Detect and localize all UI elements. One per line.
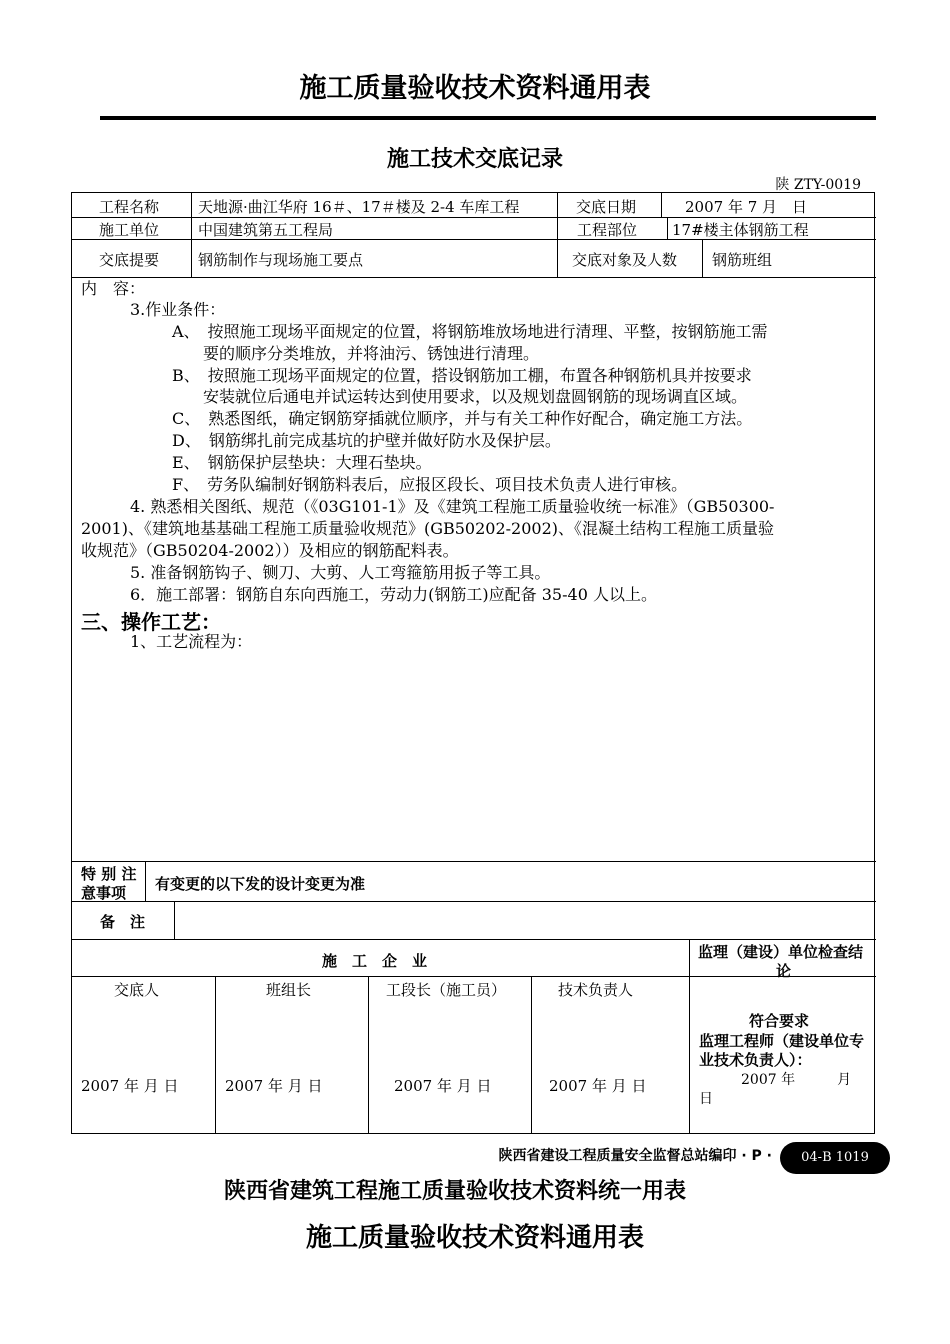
col-divider bbox=[368, 976, 369, 1134]
sign-date: 2007 年 月 日 bbox=[549, 1077, 647, 1095]
content-line: C、 熟悉图纸，确定钢筋穿插就位顺序，并与有关工种作好配合，确定施工方法。 bbox=[172, 409, 753, 428]
col-divider bbox=[702, 239, 703, 277]
col-divider bbox=[689, 939, 690, 1134]
content-line: B、 按照施工现场平面规定的位置，搭设钢筋加工棚，布置各种钢筋机具并按要求 bbox=[172, 366, 752, 385]
row-divider bbox=[72, 976, 876, 977]
target-label: 交底对象及人数 bbox=[572, 251, 678, 269]
special-notes-label: 特 别 注 bbox=[81, 865, 137, 883]
engineer-date: 日 bbox=[699, 1091, 713, 1107]
footer-title: 陕西省建筑工程施工质量验收技术资料统一用表 bbox=[223, 1179, 686, 1204]
content-line: D、 钢筋绑扎前完成基坑的护壁并做好防水及保护层。 bbox=[172, 431, 561, 450]
col-divider bbox=[174, 901, 175, 939]
content-line: 安装就位后通电并试运转达到使用要求，以及规划盘圆钢筋的现场调直区域。 bbox=[203, 387, 748, 406]
date-label: 交底日期 bbox=[576, 198, 637, 216]
sign-date: 2007 年 月 日 bbox=[81, 1077, 179, 1095]
col-divider bbox=[215, 976, 216, 1134]
page-title: 施工质量验收技术资料通用表 bbox=[299, 73, 651, 104]
form-table bbox=[71, 192, 875, 1134]
row-divider bbox=[72, 277, 876, 278]
content-line: 4. 熟悉相关图纸、规范（《03G101-1》及《建筑工程施工质量验收统一标准》（GB50300- bbox=[130, 497, 775, 516]
date-value: 2007 年 7 月 日 bbox=[685, 198, 808, 216]
content-label: 内 容： bbox=[81, 279, 146, 298]
part-value: 17#楼主体钢筋工程 bbox=[672, 221, 809, 239]
supervision-label: 论 bbox=[776, 962, 792, 980]
engineer-label: 监理工程师（建设单位专 bbox=[699, 1032, 865, 1050]
printer-note: 陕西省建设工程质量安全监督总站编印 · P · bbox=[498, 1148, 772, 1164]
role-label: 班组长 bbox=[266, 981, 312, 999]
role-label: 技术负责人 bbox=[558, 981, 634, 999]
sign-date: 2007 年 月 日 bbox=[394, 1077, 492, 1095]
row-divider bbox=[72, 901, 876, 902]
form-number-badge: 04-B 1019 bbox=[780, 1142, 890, 1174]
special-notes-value: 有变更的以下发的设计变更为准 bbox=[155, 875, 366, 893]
content-line: 3.作业条件： bbox=[130, 300, 226, 319]
form-title: 施工技术交底记录 bbox=[386, 147, 563, 172]
col-divider bbox=[191, 193, 192, 277]
supervision-label: 监理（建设）单位检查结 bbox=[698, 943, 864, 961]
row-divider bbox=[72, 939, 876, 940]
project-name-label: 工程名称 bbox=[99, 198, 160, 216]
engineer-date: 2007 年 月 bbox=[741, 1072, 852, 1088]
content-line: A、 按照施工现场平面规定的位置，将钢筋堆放场地进行清理、平整，按钢筋施工需 bbox=[172, 322, 768, 341]
enterprise-label: 施 工 企 业 bbox=[322, 952, 428, 970]
special-notes-label: 意事项 bbox=[81, 884, 127, 902]
col-divider bbox=[557, 193, 558, 277]
conclusion-value: 符合要求 bbox=[749, 1012, 810, 1030]
section-heading: 三、操作工艺： bbox=[81, 610, 221, 634]
sign-date: 2007 年 月 日 bbox=[225, 1077, 323, 1095]
content-line: 2001)、《建筑地基基础工程施工质量验收规范》(GB50202-2002)、《混凝土结构工程施工质量验 bbox=[81, 519, 775, 538]
content-line: 收规范》（GB50204-2002））及相应的钢筋配料表。 bbox=[81, 541, 459, 560]
project-name-value: 天地源·曲江华府 16＃、17＃楼及 2-4 车库工程 bbox=[198, 198, 520, 216]
col-divider bbox=[531, 976, 532, 1134]
row-divider bbox=[72, 217, 876, 218]
target-value: 钢筋班组 bbox=[712, 251, 773, 269]
form-code: 陕 ZTY-0019 bbox=[775, 177, 861, 193]
footer-subtitle: 施工质量验收技术资料通用表 bbox=[305, 1223, 644, 1253]
engineer-label: 业技术负责人）： bbox=[699, 1051, 812, 1069]
role-label: 工段长（施工员） bbox=[386, 981, 507, 999]
unit-value: 中国建筑第五工程局 bbox=[198, 221, 334, 239]
title-divider bbox=[100, 116, 876, 120]
col-divider bbox=[145, 861, 146, 901]
summary-label: 交底提要 bbox=[99, 251, 160, 269]
process-line: 1、工艺流程为： bbox=[130, 632, 253, 651]
content-line: 5. 准备钢筋钩子、铡刀、大剪、人工弯箍筋用扳子等工具。 bbox=[130, 563, 551, 582]
unit-label: 施工单位 bbox=[99, 221, 160, 239]
part-label: 工程部位 bbox=[577, 221, 638, 239]
col-divider bbox=[661, 193, 662, 217]
summary-value: 钢筋制作与现场施工要点 bbox=[198, 251, 364, 269]
col-divider bbox=[667, 217, 668, 239]
remark-label: 备 注 bbox=[100, 913, 146, 931]
row-divider bbox=[72, 861, 876, 862]
content-line: 6．施工部署：钢筋自东向西施工，劳动力(钢筋工)应配备 35-40 人以上。 bbox=[130, 585, 657, 604]
content-line: E、 钢筋保护层垫块：大理石垫块。 bbox=[172, 453, 432, 472]
role-label: 交底人 bbox=[114, 981, 160, 999]
content-line: F、 劳务队编制好钢筋料表后，应报区段长、项目技术负责人进行审核。 bbox=[172, 475, 688, 494]
content-line: 要的顺序分类堆放，并将油污、锈蚀进行清理。 bbox=[203, 344, 540, 363]
